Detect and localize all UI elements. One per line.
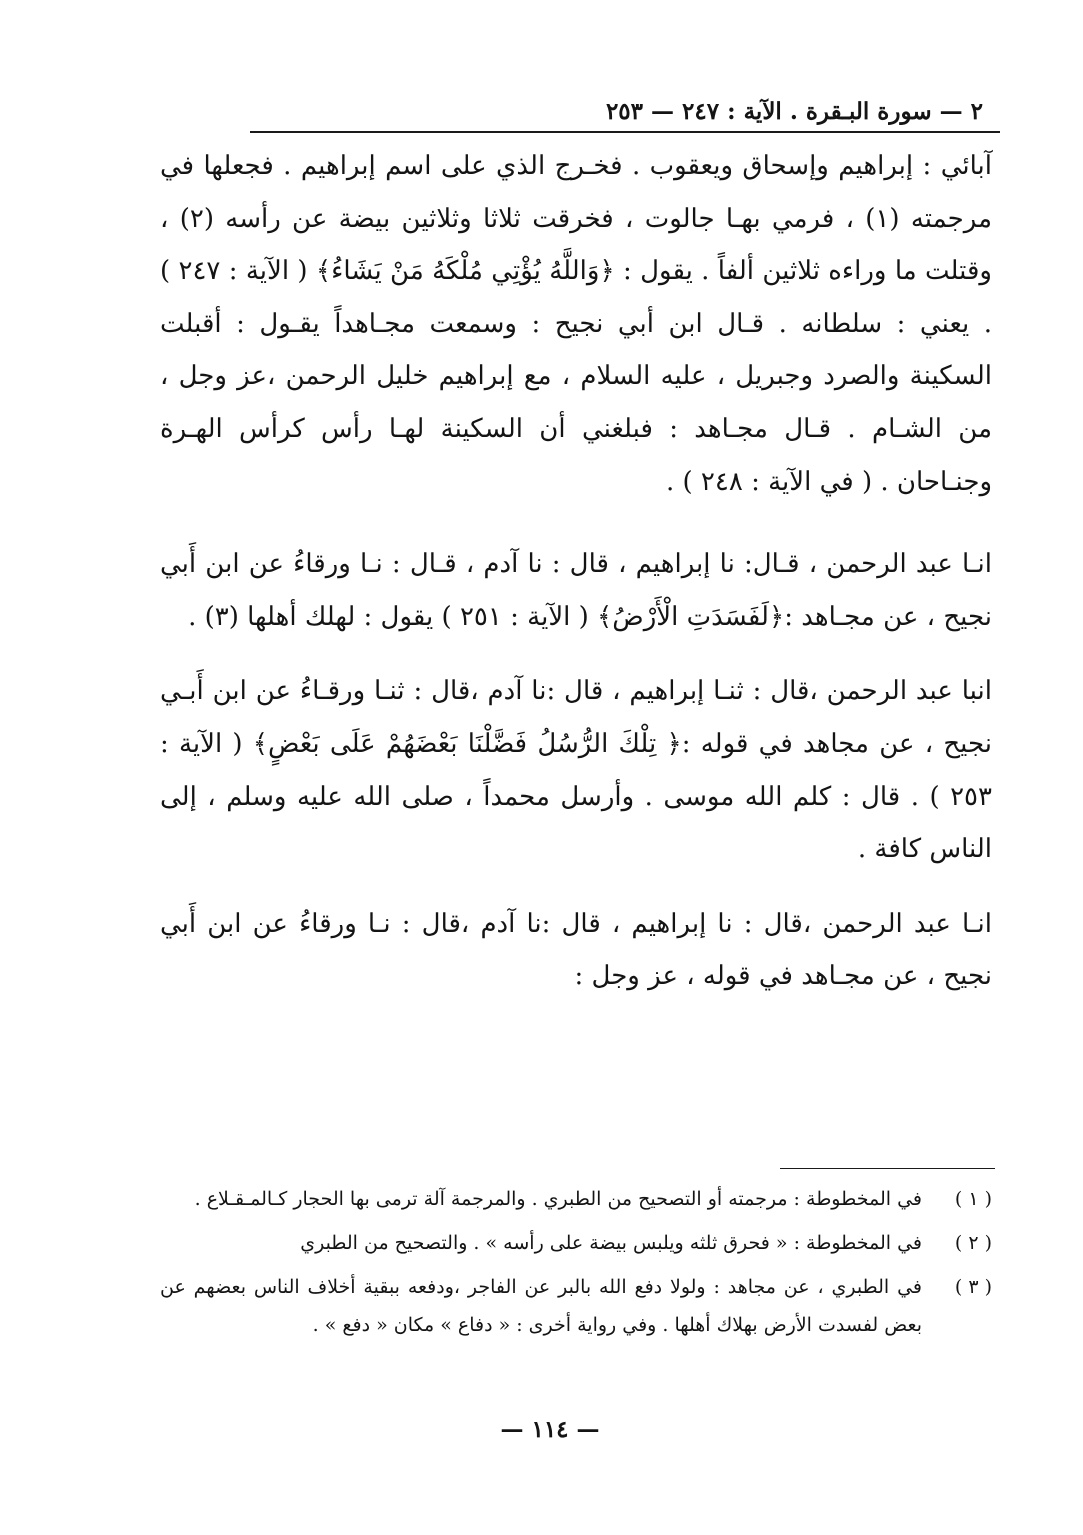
paragraph: انـا عبد الرحمن ،قال : نا إبراهيم ، قال :نا آدم ،قال : نـا ورقاءُ عن ابن أَبي نجيح ، عن مجـاهد في قوله ، عز وجل : [160, 908, 992, 992]
header-rule [250, 131, 1000, 133]
paragraph: آبائي : إبراهيم وإسحاق ويعقوب . فخـرج الذي على اسم إبراهيم . فجعلها في مرجمته (١) ، فرمي بهـا جالوت ، فخرقت ثلاثا وثلاثين بيضة عن رأسه (٢) ، وقتلت ما وراءه ثلاثين ألفاً . يقول : ﴿وَاللَّهُ يُؤْتِي مُلْكَهُ مَنْ يَشَاءُ﴾ ( الآية : ٢٤٧ ) . يعني : سلطانه . قـال ابن أبي نجيح : وسمعت مجـاهداً يقـول : أقبلت السكينة والصرد وجبريل ، عليه السلام ، مع إبراهيم خليل الرحمن ،عز وجل ، من الشـام . قـال مجـاهد : فبلغني أن السكينة لهـا رأس كرأس الهـرة وجنـاحان . ( في الآية : ٢٤٨ ) . [160, 151, 992, 497]
paragraph: انبا عبد الرحمن ،قال : ثنـا إبراهيم ، قال :نا آدم ،قال : ثنـا ورقـاءُ عن ابن أَبـي نجيح ، عن مجاهد في قوله :﴿ تِلْكَ الرُّسُلُ فَضَّلْنَا بَعْضَهُمْ عَلَى بَعْضٍ﴾ ( الآية : ٢٥٣ ) . قال : كلم الله موسى . وأرسل محمداً ، صلى الله عليه وسلم ، إلى الناس كافة . [160, 676, 992, 865]
footnote-text: في المخطوطة : « فحرق ثلثه ويلبس بيضة على رأسه » . والتصحيح من الطبري [300, 1232, 922, 1254]
running-header: ٢ — سورة البـقرة . الآية : ٢٤٧ — ٢٥٣ [605, 98, 983, 125]
footnote-text: في الطبري ، عن مجاهد : ولولا دفع الله بالبر عن الفاجر ،ودفعه ببقية أخلاف الناس بعضهم عن بعض لفسدت الأرض بهلاك أهلها . وفي رواية أخرى : « دفاع » مكان « دفع » . [160, 1276, 922, 1336]
main-text [160, 140, 992, 1003]
footnote [160, 1180, 992, 1218]
page-number: — ١١٤ — [500, 1416, 600, 1443]
footnote [160, 1268, 992, 1344]
paragraph: انـا عبد الرحمن ، قـال: نا إبراهيم ، قال : نا آدم ، قـال : نـا ورقاءُ عن ابن أَبي نجيح ، عن مجـاهد :﴿لَفَسَدَتِ الْأَرْضُ﴾ ( الآية : ٢٥١ ) يقول : لهلك أهلها (٣) . [160, 549, 992, 632]
footnote-rule [780, 1168, 995, 1169]
footnote-text: في المخطوطة : مرجمته أو التصحيح من الطبري . والمرجمة آلة ترمى بها الحجار كـالمـقـلاع . [194, 1188, 922, 1210]
footnote [160, 1224, 992, 1262]
footnote-marker: ( ٣ ) [954, 1276, 992, 1298]
footnote-marker: ( ٢ ) [954, 1232, 992, 1254]
footnote-marker: ( ١ ) [954, 1188, 992, 1210]
footnotes [160, 1180, 992, 1350]
